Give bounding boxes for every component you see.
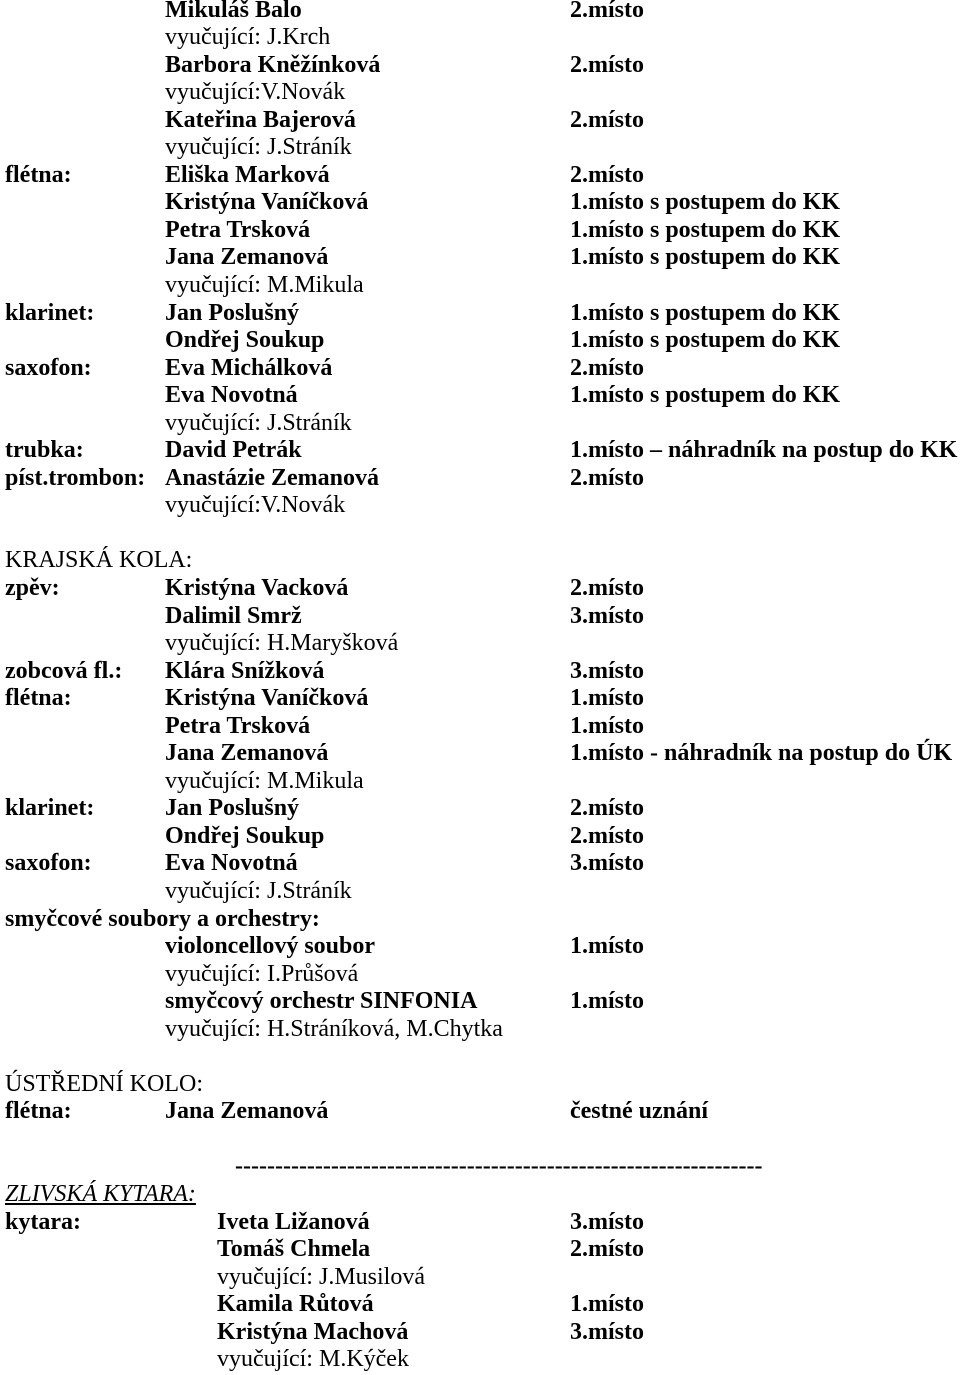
placement: 3.místo	[570, 602, 644, 629]
placement: 1.místo	[570, 1291, 644, 1318]
participant-name: Petra Trsková	[165, 712, 311, 739]
instrument-label: flétna:	[5, 1098, 72, 1125]
spacer	[0, 1043, 960, 1071]
result-row	[0, 244, 960, 272]
participant-name: Kristýna Vacková	[165, 574, 349, 601]
teacher-row	[0, 272, 960, 300]
participant-name: Jana Zemanová	[165, 1098, 329, 1125]
instrument-label: flétna:	[5, 685, 72, 712]
teacher-line: vyučující:V.Novák	[165, 492, 346, 519]
spacer	[0, 1126, 960, 1154]
result-row	[0, 0, 960, 24]
participant-name: Eva Novotná	[165, 850, 298, 877]
instrument-label: klarinet:	[5, 795, 95, 822]
placement: 2.místo	[570, 1236, 644, 1263]
result-row	[0, 795, 960, 823]
dashed-separator: ------------------------------------------------------------------	[235, 1153, 763, 1180]
category-label: smyčcové soubory a orchestry:	[5, 905, 320, 932]
result-row	[0, 713, 960, 741]
teacher-line: vyučující: J.Stráník	[165, 878, 352, 904]
participant-name: Anastázie Zemanová	[165, 464, 379, 491]
teacher-row	[0, 1016, 960, 1044]
instrument-label: klarinet:	[5, 299, 95, 326]
result-row	[0, 740, 960, 768]
participant-name: Ondřej Soukup	[165, 327, 325, 354]
participant-name: Kamila Růtová	[217, 1291, 374, 1318]
instrument-label: flétna:	[5, 161, 72, 188]
spacer	[0, 520, 960, 548]
placement: 3.místo	[570, 850, 644, 877]
teacher-line: vyučující: I.Průšová	[165, 960, 359, 987]
ensemble-name: smyčcový orchestr SINFONIA	[165, 988, 478, 1015]
teacher-line: vyučující: J.Stráník	[165, 134, 352, 161]
participant-name: Eva Novotná	[165, 382, 298, 409]
teacher-line: vyučující: M.Mikula	[165, 767, 364, 794]
section-heading-row	[0, 1181, 960, 1209]
placement: 1.místo s postupem do KK	[570, 244, 841, 271]
result-row	[0, 988, 960, 1016]
teacher-line: vyučující: M.Kýček	[217, 1346, 409, 1373]
result-row	[0, 603, 960, 631]
teacher-row	[0, 492, 960, 520]
placement: 1.místo s postupem do KK	[570, 189, 841, 216]
section-heading-row	[0, 1071, 960, 1099]
participant-name: Jana Zemanová	[165, 244, 329, 271]
category-row	[0, 906, 960, 934]
result-row	[0, 52, 960, 80]
participant-name: Dalimil Smrž	[165, 602, 302, 629]
placement: čestné uznání	[570, 1098, 708, 1125]
participant-name: Petra Trsková	[165, 216, 311, 243]
participant-name: Kristýna Machová	[217, 1318, 409, 1345]
result-row	[0, 437, 960, 465]
placement: 1.místo s postupem do KK	[570, 299, 841, 326]
teacher-line: vyučující: J.Krch	[165, 24, 331, 51]
teacher-line: vyučující: H.Maryšková	[165, 630, 399, 657]
participant-name: Jan Poslušný	[165, 795, 300, 822]
ensemble-name: violoncellový soubor	[165, 933, 376, 960]
participant-name: Eliška Marková	[165, 161, 330, 188]
result-row	[0, 217, 960, 245]
instrument-label: trubka:	[5, 437, 84, 464]
participant-name: Barbora Kněžínková	[165, 51, 381, 78]
participant-name: Tomáš Chmela	[217, 1236, 371, 1263]
section-heading-row	[0, 547, 960, 575]
result-row	[0, 107, 960, 135]
section-heading: KRAJSKÁ KOLA:	[5, 547, 193, 574]
teacher-row	[0, 1346, 960, 1374]
result-row	[0, 1236, 960, 1264]
separator-row	[0, 1153, 960, 1181]
placement: 3.místo	[570, 1208, 644, 1235]
teacher-row	[0, 768, 960, 796]
participant-name: Iveta Ližanová	[217, 1208, 370, 1235]
teacher-row	[0, 961, 960, 989]
placement: 1.místo s postupem do KK	[570, 327, 841, 354]
result-row	[0, 1098, 960, 1126]
participant-name: Kateřina Bajerová	[165, 106, 356, 133]
result-row	[0, 1291, 960, 1319]
participant-name: Eva Michálková	[165, 354, 333, 381]
placement: 3.místo	[570, 1318, 644, 1345]
placement: 2.místo	[570, 574, 644, 601]
placement: 1.místo	[570, 712, 644, 739]
result-row	[0, 1319, 960, 1347]
participant-name: Klára Snížková	[165, 657, 325, 684]
placement: 1.místo	[570, 685, 644, 712]
section-heading: ZLIVSKÁ KYTARA:	[5, 1181, 196, 1208]
result-row	[0, 823, 960, 851]
placement: 2.místo	[570, 464, 644, 491]
participant-name: Mikuláš Balo	[165, 0, 302, 23]
participant-name: David Petrák	[165, 437, 302, 464]
placement: 1.místo - náhradník na postup do ÚK	[570, 740, 953, 767]
teacher-line: vyučující:V.Novák	[165, 79, 346, 106]
instrument-label: zpěv:	[5, 574, 60, 601]
result-row	[0, 850, 960, 878]
teacher-row	[0, 630, 960, 658]
instrument-label: saxofon:	[5, 850, 92, 877]
result-row	[0, 1209, 960, 1237]
participant-name: Jana Zemanová	[165, 740, 329, 767]
teacher-line: vyučující: H.Stráníková, M.Chytka	[165, 1015, 503, 1042]
participant-name: Kristýna Vaníčková	[165, 189, 369, 216]
participant-name: Jan Poslušný	[165, 299, 300, 326]
teacher-row	[0, 24, 960, 52]
placement: 3.místo	[570, 657, 644, 684]
participant-name: Kristýna Vaníčková	[165, 685, 369, 712]
placement: 2.místo	[570, 0, 644, 23]
placement: 1.místo s postupem do KK	[570, 382, 841, 409]
placement: 2.místo	[570, 795, 644, 822]
result-row	[0, 300, 960, 328]
teacher-line: vyučující: M.Mikula	[165, 271, 364, 298]
teacher-line: vyučující: J.Stráník	[165, 409, 352, 436]
teacher-row	[0, 134, 960, 162]
result-row	[0, 382, 960, 410]
instrument-label: saxofon:	[5, 354, 92, 381]
teacher-line: vyučující: J.Musilová	[217, 1263, 425, 1290]
teacher-row	[0, 79, 960, 107]
participant-name: Ondřej Soukup	[165, 822, 325, 849]
instrument-label: kytara:	[5, 1208, 81, 1235]
result-row	[0, 685, 960, 713]
section-heading: ÚSTŘEDNÍ KOLO:	[5, 1070, 203, 1097]
placement: 1.místo	[570, 933, 644, 960]
placement: 2.místo	[570, 354, 644, 381]
placement: 2.místo	[570, 822, 644, 849]
instrument-label: zobcová fl.:	[5, 657, 123, 684]
result-row	[0, 933, 960, 961]
result-row	[0, 465, 960, 493]
result-row	[0, 658, 960, 686]
placement: 1.místo – náhradník na postup do KK	[570, 437, 958, 464]
result-row	[0, 327, 960, 355]
teacher-row	[0, 410, 960, 438]
placement: 2.místo	[570, 51, 644, 78]
teacher-row	[0, 1264, 960, 1292]
result-row	[0, 189, 960, 217]
placement: 2.místo	[570, 106, 644, 133]
result-row	[0, 355, 960, 383]
result-row	[0, 162, 960, 190]
placement: 1.místo s postupem do KK	[570, 216, 841, 243]
result-row	[0, 575, 960, 603]
instrument-label: píst.trombon:	[5, 464, 146, 491]
placement: 1.místo	[570, 988, 644, 1015]
teacher-row	[0, 878, 960, 906]
placement: 2.místo	[570, 161, 644, 188]
